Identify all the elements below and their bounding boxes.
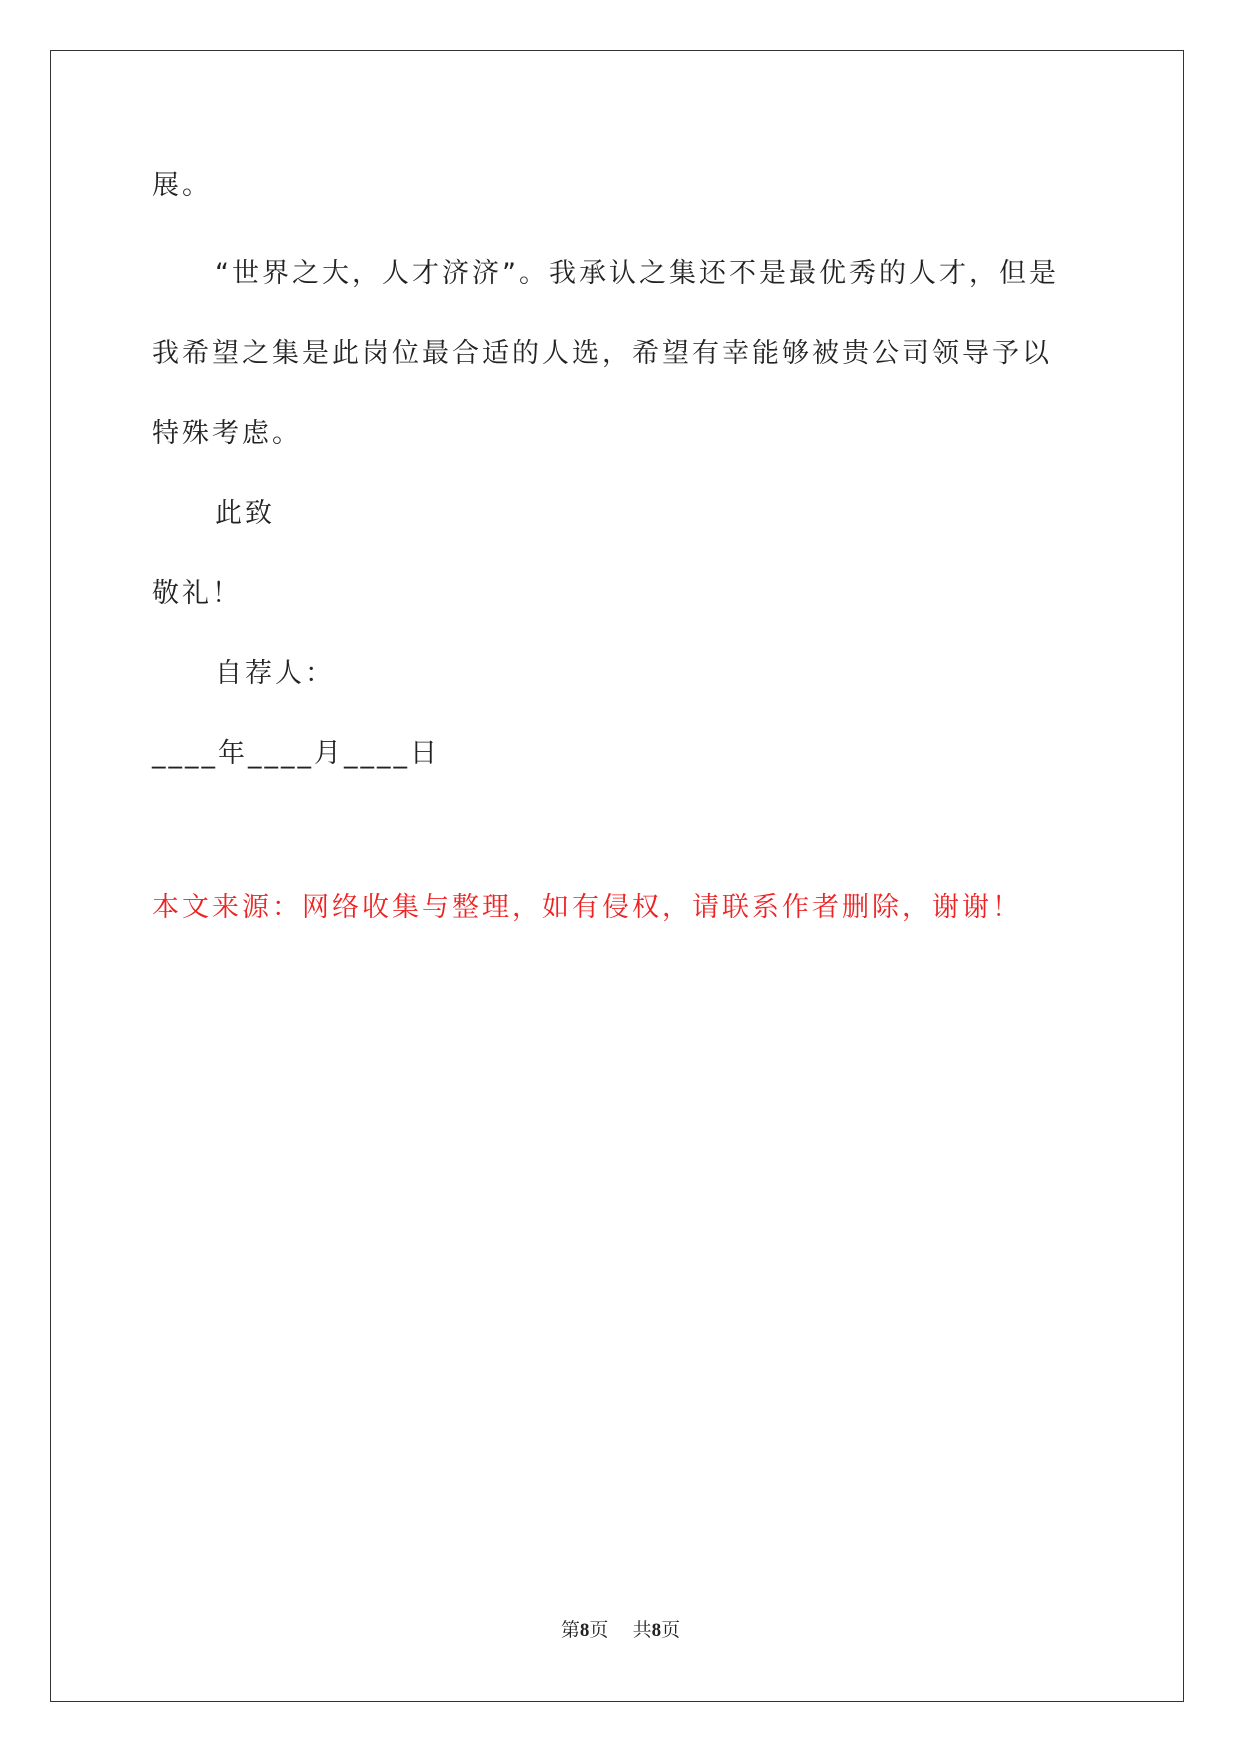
- total-number: 8: [651, 1620, 662, 1641]
- paragraph-line: “世界之大，人才济济”。我承认之集还不是最优秀的人才，但是: [215, 258, 1059, 289]
- source-note: 本文来源：网络收集与整理，如有侵权，请联系作者删除，谢谢！: [152, 892, 1022, 923]
- page-number: 8: [579, 1620, 590, 1641]
- closing-line: 敬礼！: [152, 578, 242, 609]
- date-line: ____年____月____日: [152, 738, 440, 769]
- page-prefix: 第: [560, 1619, 580, 1641]
- paragraph-line: 特殊考虑。: [152, 418, 302, 449]
- paragraph-line: 我希望之集是此岗位最合适的人选，希望有幸能够被贵公司领导予以: [152, 338, 1052, 369]
- total-suffix: 页: [661, 1619, 681, 1641]
- paragraph-line: 展。: [152, 170, 212, 201]
- signature-label: 自荐人：: [215, 658, 335, 689]
- page-footer: [0, 1615, 1241, 1642]
- page-border: [50, 50, 1184, 1702]
- total-prefix: 共: [632, 1619, 652, 1641]
- page-suffix: 页: [589, 1619, 609, 1641]
- salutation-line: 此致: [215, 498, 275, 529]
